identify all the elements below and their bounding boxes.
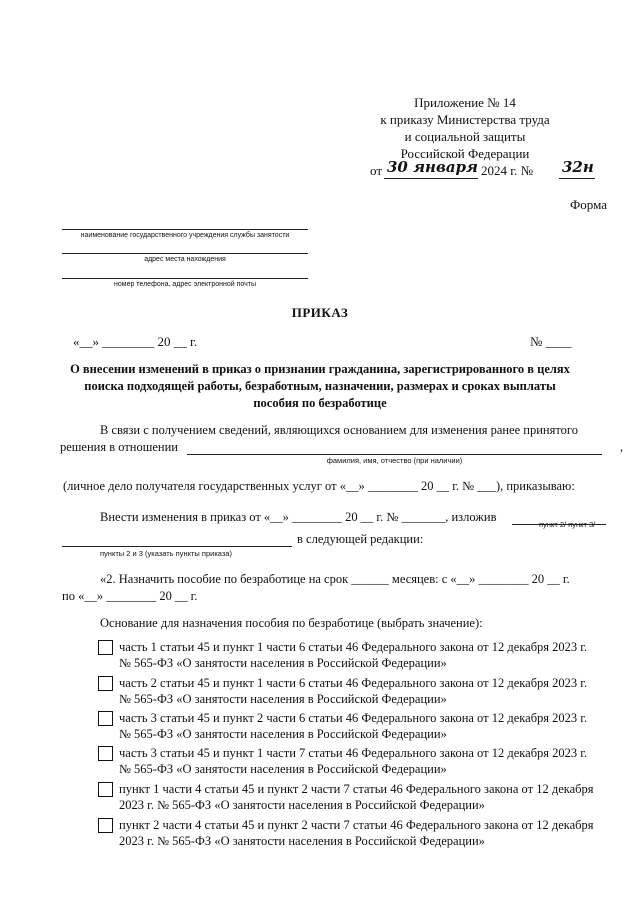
option-5-text: пункт 1 части 4 статьи 45 и пункт 2 части 7 статьи 46 Федерального закона от 12 декабря bbox=[119, 782, 594, 796]
option-2-text-cont: № 565-ФЗ «О занятости населения в Российской Федерации» bbox=[119, 692, 447, 706]
option-5-checkbox[interactable] bbox=[98, 782, 113, 797]
benefit-term-line: «2. Назначить пособие по безработице на срок ______ месяцев: с «__» ________ 20 __ г. bbox=[100, 572, 570, 586]
fio-caption: фамилия, имя, отчество (при наличии) bbox=[326, 456, 463, 465]
contacts-caption: номер телефона, адрес электронной почты bbox=[114, 281, 256, 288]
order-number: № ____ bbox=[530, 334, 572, 349]
subject-line-3: пособия по безработице bbox=[253, 396, 387, 410]
option-4-text: часть 3 статьи 45 и пункт 1 части 7 статьи 46 Федерального закона от 12 декабря 2023 г. bbox=[119, 746, 588, 760]
address-caption: адрес места нахождения bbox=[144, 256, 226, 263]
personal-file-line: (личное дело получателя государственных услуг от «__» ________ 20 __ г. № ___), приказываю: bbox=[63, 479, 575, 493]
amend-order-line: Внести изменения в приказ от «__» ________ 20 __ г. № _______, изложив bbox=[100, 510, 497, 524]
option-4-text-cont: № 565-ФЗ «О занятости населения в Российской Федерации» bbox=[119, 762, 447, 776]
paragraph-reason-cont: решения в отношении bbox=[60, 440, 178, 454]
order-date: «__» ________ 20 __ г. bbox=[73, 334, 198, 349]
document-title: ПРИКАЗ bbox=[291, 305, 349, 320]
institution-caption: наименование государственного учреждения службы занятости bbox=[80, 232, 290, 239]
fio-comma: , bbox=[620, 440, 624, 454]
points-line bbox=[62, 546, 292, 547]
option-3-checkbox[interactable] bbox=[98, 711, 113, 726]
handwritten-number: 32н bbox=[562, 158, 594, 176]
point-caption: пункт 2/ пункт 3/ bbox=[539, 520, 596, 529]
form-label: Форма bbox=[570, 197, 607, 212]
appendix-date-prefix: от bbox=[370, 163, 383, 178]
basis-heading: Основание для назначения пособия по безработице (выбрать значение): bbox=[100, 616, 483, 630]
appendix-ministry-line: и социальной защиты bbox=[404, 129, 526, 144]
address-line bbox=[62, 253, 308, 254]
option-6-text: пункт 2 части 4 статьи 45 и пункт 2 части 7 статьи 46 Федерального закона от 12 декабря bbox=[119, 818, 594, 832]
option-1-text: часть 1 статьи 45 и пункт 1 части 6 статьи 46 Федерального закона от 12 декабря 2023 г. bbox=[119, 640, 588, 654]
option-1-text-cont: № 565-ФЗ «О занятости населения в Российской Федерации» bbox=[119, 656, 447, 670]
option-6-text-cont: 2023 г. № 565-ФЗ «О занятости населения в Российской Федерации» bbox=[119, 834, 485, 848]
date-underline bbox=[384, 178, 478, 179]
option-2-text: часть 2 статьи 45 и пункт 1 части 6 статьи 46 Федерального закона от 12 декабря 2023 г. bbox=[119, 676, 588, 690]
appendix-order-line: к приказу Министерства труда bbox=[380, 112, 550, 127]
points-caption: пункты 2 и 3 (указать пункты приказа) bbox=[100, 549, 232, 558]
option-3-text-cont: № 565-ФЗ «О занятости населения в Российской Федерации» bbox=[119, 727, 447, 741]
paragraph-reason: В связи с получением сведений, являющихся основанием для изменения ранее принятого bbox=[100, 423, 578, 437]
option-5-text-cont: 2023 г. № 565-ФЗ «О занятости населения в Российской Федерации» bbox=[119, 798, 485, 812]
appendix-number: Приложение № 14 bbox=[414, 95, 516, 110]
following-wording: в следующей редакции: bbox=[297, 532, 424, 546]
fio-line bbox=[187, 454, 602, 455]
handwritten-date: 30 января bbox=[387, 158, 478, 176]
appendix-date-year: 2024 г. № bbox=[481, 163, 534, 178]
option-1-checkbox[interactable] bbox=[98, 640, 113, 655]
option-2-checkbox[interactable] bbox=[98, 676, 113, 691]
subject-line-1: О внесении изменений в приказ о признании гражданина, зарегистрированного в целях bbox=[70, 362, 570, 376]
contacts-line bbox=[62, 278, 308, 279]
option-3-text: часть 3 статьи 45 и пункт 2 части 6 статьи 46 Федерального закона от 12 декабря 2023 г. bbox=[119, 711, 588, 725]
number-underline bbox=[559, 178, 595, 179]
benefit-term-end: по «__» ________ 20 __ г. bbox=[62, 589, 198, 603]
option-6-checkbox[interactable] bbox=[98, 818, 113, 833]
appendix-country-line: Российской Федерации bbox=[400, 146, 530, 161]
institution-line bbox=[62, 229, 308, 230]
subject-line-2: поиска подходящей работы, безработным, назначении, размерах и сроках выплаты bbox=[84, 379, 556, 393]
option-4-checkbox[interactable] bbox=[98, 746, 113, 761]
